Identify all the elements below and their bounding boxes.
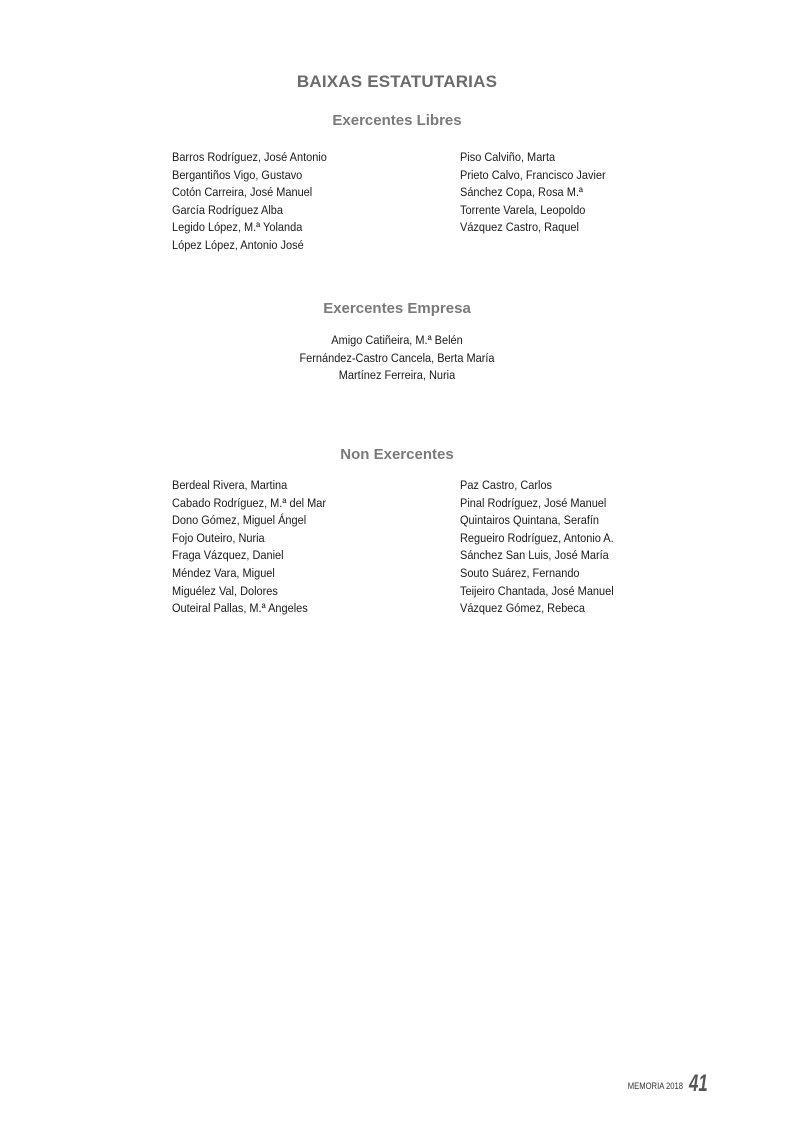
name-entry: Paz Castro, Carlos: [460, 478, 553, 492]
name-entry: Martínez Ferreira, Nuria: [338, 368, 456, 383]
name-entry: López López, Antonio José: [172, 237, 304, 252]
name-entry: Teijeiro Chantada, José Manuel: [460, 583, 614, 598]
name-entry: Cabado Rodríguez, M.ª del Mar: [172, 495, 327, 510]
name-entry: Piso Calviño, Marta: [460, 150, 556, 164]
name-entry: Miguélez Val, Dolores: [172, 583, 278, 598]
non-right-list: [460, 477, 614, 618]
name-entry: Fraga Vázquez, Daniel: [172, 548, 284, 563]
name-entry: Berdeal Rivera, Martina: [172, 478, 288, 492]
name-entry: Amigo Catiñeira, M.ª Belén: [331, 333, 463, 347]
name-entry: Vázquez Gómez, Rebeca: [460, 601, 586, 616]
section-heading-exercentes-empresa: Exercentes Empresa: [323, 300, 471, 317]
name-entry: Cotón Carreira, José Manuel: [172, 185, 313, 200]
name-entry: Outeiral Pallas, M.ª Angeles: [172, 601, 308, 616]
name-entry: Vázquez Castro, Raquel: [460, 220, 579, 235]
empresa-list: [0, 332, 794, 385]
section-heading-non-exercentes: Non Exercentes: [340, 446, 454, 463]
name-entry: Prieto Calvo, Francisco Javier: [460, 167, 606, 182]
page-footer: [618, 1066, 716, 1096]
name-entry: Sánchez Copa, Rosa M.ª: [460, 185, 583, 200]
libres-right-list: [460, 149, 606, 237]
footer-publication-label: MEMORIA 2018: [627, 1081, 684, 1091]
name-entry: Méndez Vara, Miguel: [172, 565, 275, 580]
page-number: 41: [689, 1070, 708, 1097]
name-entry: Torrente Varela, Leopoldo: [460, 202, 586, 217]
name-entry: Fojo Outeiro, Nuria: [172, 530, 265, 545]
name-entry: García Rodríguez Alba: [172, 202, 283, 217]
name-entry: Sánchez San Luis, José María: [460, 548, 609, 563]
name-entry: Souto Suárez, Fernando: [460, 565, 580, 580]
name-entry: Legido López, M.ª Yolanda: [172, 220, 303, 235]
name-entry: Pinal Rodríguez, José Manuel: [460, 495, 607, 510]
section-heading-exercentes-libres: Exercentes Libres: [332, 112, 462, 129]
name-entry: Barros Rodríguez, José Antonio: [172, 150, 327, 164]
non-left-list: [172, 477, 326, 618]
name-entry: Fernández-Castro Cancela, Berta María: [299, 350, 495, 365]
name-entry: Quintairos Quintana, Serafín: [460, 513, 600, 528]
name-entry: Dono Gómez, Miguel Ángel: [172, 513, 307, 528]
name-entry: Regueiro Rodríguez, Antonio A.: [460, 530, 614, 545]
page-title: BAIXAS ESTATUTARIAS: [296, 72, 498, 91]
name-entry: Bergantiños Vigo, Gustavo: [172, 167, 303, 182]
libres-left-list: [172, 149, 327, 255]
